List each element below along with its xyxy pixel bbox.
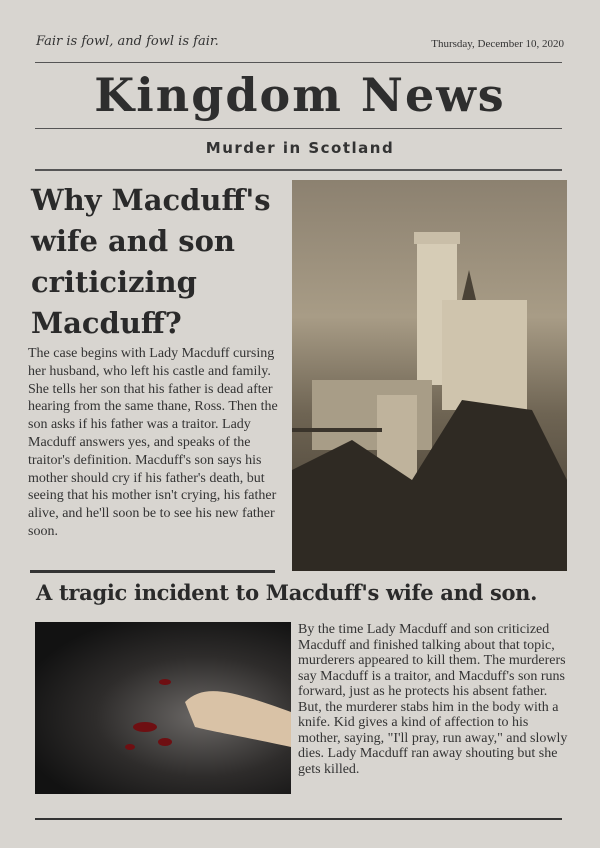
divider: [30, 570, 275, 573]
masthead-title: Kingdom News: [94, 68, 506, 122]
divider: [35, 128, 562, 129]
castle-image: [292, 180, 567, 571]
date: Thursday, December 10, 2020: [431, 38, 564, 50]
section-subtitle: Murder in Scotland: [205, 139, 395, 157]
article2-headline: A tragic incident to Macduff's wife and son.: [36, 580, 538, 605]
article1-body: The case begins with Lady Macduff cursing her husband, who left his castle and family. She tells her son that his father is dead after hearing from the same thane, Ross. Then the son asks if his father was a traitor. Lady Macduff answers yes, and speaks of the traitor's definition. Macduff's son says his mother should cry if his father's death, but seeing that his mother isn't crying, his father alive, and he'll soon be to see his new father soon.: [28, 346, 278, 539]
divider: [35, 818, 562, 820]
divider: [35, 62, 562, 63]
article1-headline: Why Macduff's wife and son criticizing Macduff?: [31, 183, 271, 340]
article2-body: By the time Lady Macduff and son criticized Macduff and finished talking about that topic, murderers appeared to kill them. The murderers say Macduff is a traitor, and Macduff's son runs forward, just as he protects his absent father. But, the murderer stabs him in the body with a knife. Kid gives a kind of affection to his mother, saying, "I'll pray, run away," and slowly dies. Lady Macduff ran away shouting but she gets killed.: [298, 622, 568, 777]
crime-scene-image: [35, 622, 291, 794]
motto: Fair is fowl, and fowl is fair.: [36, 34, 219, 49]
divider: [35, 169, 562, 171]
